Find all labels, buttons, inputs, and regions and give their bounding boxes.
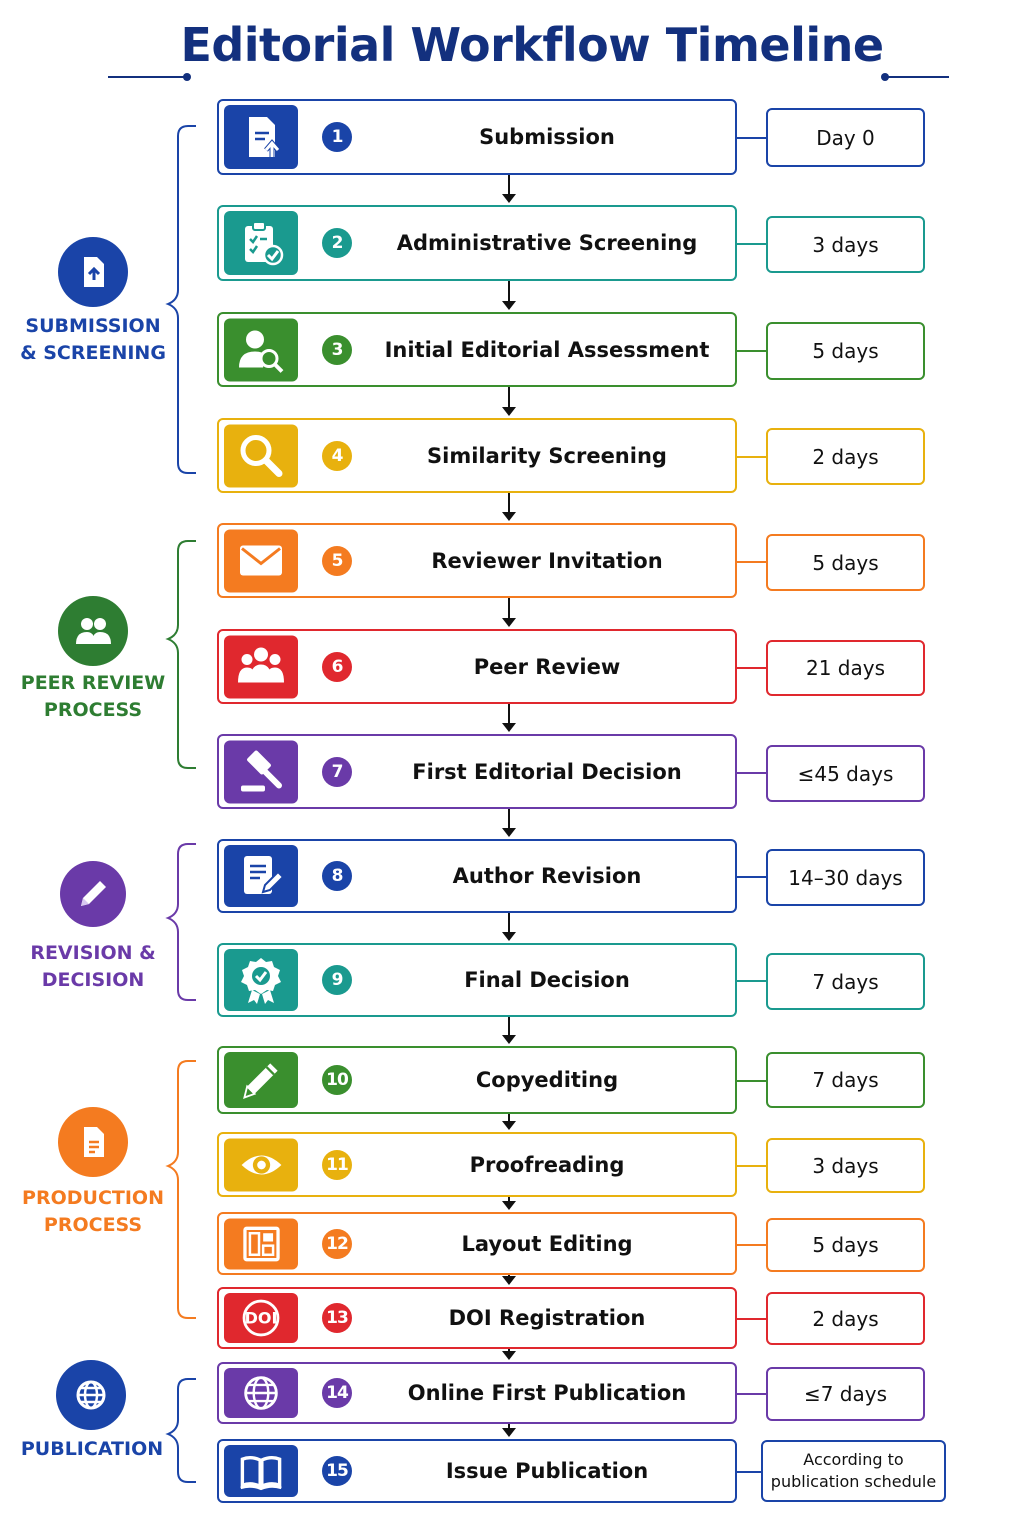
workflow-step[interactable] — [217, 1362, 737, 1424]
workflow-step[interactable] — [217, 734, 737, 809]
step-icon-tile — [224, 1218, 298, 1269]
arrow-head — [502, 1428, 516, 1437]
workflow-step[interactable] — [217, 629, 737, 704]
step-icon-tile — [224, 1052, 298, 1108]
phase-icon-revision — [60, 861, 126, 927]
arrow-shaft — [508, 704, 510, 725]
step-icon-tile — [224, 1138, 298, 1191]
arrow-head — [502, 194, 516, 203]
workflow-step[interactable] — [217, 205, 737, 281]
edit-document-icon — [235, 850, 287, 902]
duration-box: 3 days — [766, 1138, 925, 1193]
step-icon-tile — [224, 211, 298, 275]
document-upload-icon — [73, 252, 113, 292]
workflow-step[interactable] — [217, 1046, 737, 1114]
award-badge-icon — [235, 954, 287, 1006]
arrow-head — [502, 1035, 516, 1044]
step-label: First Editorial Decision — [412, 759, 682, 784]
workflow-step[interactable] — [217, 1212, 737, 1275]
workflow-step[interactable] — [217, 523, 737, 598]
arrow-head — [502, 618, 516, 627]
step-label: Submission — [479, 125, 615, 149]
duration-box: 7 days — [766, 953, 925, 1010]
duration-box: 5 days — [766, 1218, 925, 1272]
group-icon — [235, 641, 287, 693]
workflow-step[interactable] — [217, 1439, 737, 1503]
duration-box: 2 days — [766, 1292, 925, 1345]
arrow-head — [502, 407, 516, 416]
step-label: Online First Publication — [407, 1381, 687, 1405]
open-book-icon — [239, 1449, 283, 1493]
step-icon-tile — [224, 845, 298, 907]
step-number-badge: 15 — [322, 1456, 352, 1486]
step-icon-tile — [224, 529, 298, 592]
step-icon-tile — [224, 635, 298, 698]
eye-icon — [239, 1142, 284, 1187]
duration-box: 21 days — [766, 640, 925, 696]
step-number-badge: 8 — [322, 861, 352, 891]
phase-icon-peer-review — [58, 596, 128, 666]
arrow-head — [502, 1351, 516, 1360]
phase-label-peer-review: PEER REVIEW PROCESS — [20, 672, 166, 721]
step-number-badge: 14 — [322, 1378, 352, 1408]
step-number-badge: 13 — [322, 1303, 352, 1333]
phase-label-publication: PUBLICATION — [20, 1438, 164, 1460]
step-label: Copyediting — [475, 1068, 619, 1092]
arrow-head — [502, 1276, 516, 1285]
bracket-publication — [168, 1379, 196, 1482]
arrow-head — [502, 301, 516, 310]
arrow-shaft — [508, 809, 510, 830]
magnifier-icon — [235, 430, 287, 482]
step-label: Author Revision — [452, 864, 642, 888]
duration-connector — [737, 1080, 766, 1082]
step-label: Reviewer Invitation — [431, 548, 663, 573]
workflow-step[interactable] — [217, 943, 737, 1017]
arrow-head — [502, 1121, 516, 1130]
arrow-head — [502, 512, 516, 521]
arrow-head — [502, 1201, 516, 1210]
duration-box: 5 days — [766, 534, 925, 591]
phase-label-production: PRODUCTION PROCESS — [22, 1187, 164, 1236]
duration-connector — [737, 243, 766, 245]
step-label: Final Decision — [464, 968, 630, 992]
step-icon-tile — [224, 1293, 298, 1343]
step-number-badge: 12 — [322, 1229, 352, 1259]
arrow-shaft — [508, 175, 510, 196]
globe-icon — [71, 1375, 111, 1415]
step-number-badge: 10 — [322, 1065, 352, 1095]
duration-box: ≤45 days — [766, 745, 925, 802]
workflow-step[interactable] — [217, 418, 737, 493]
duration-connector — [737, 350, 766, 352]
workflow-step[interactable] — [217, 99, 737, 175]
step-label: DOI Registration — [448, 1306, 646, 1330]
pencil-icon — [237, 1056, 285, 1104]
step-label: Issue Publication — [445, 1459, 649, 1483]
duration-box: 7 days — [766, 1052, 925, 1108]
workflow-step[interactable] — [217, 312, 737, 387]
phase-label-revision: REVISION & DECISION — [30, 942, 156, 991]
step-label: Administrative Screening — [396, 231, 698, 255]
arrow-head — [502, 828, 516, 837]
bracket-peer-review — [168, 541, 196, 768]
doi-icon-text: DOI — [244, 1308, 278, 1328]
phase-label-submission: SUBMISSION & SCREENING — [20, 315, 166, 364]
duration-box: ≤7 days — [766, 1367, 925, 1421]
phase-icon-production — [58, 1107, 128, 1177]
pencil-icon — [73, 874, 113, 914]
step-number-badge: 1 — [322, 122, 352, 152]
duration-connector — [737, 1318, 766, 1320]
globe-icon — [240, 1372, 282, 1414]
duration-connector — [737, 1393, 766, 1395]
step-icon-tile — [224, 105, 298, 169]
step-icon-tile — [224, 740, 298, 803]
document-icon — [73, 1122, 113, 1162]
document-upload-icon — [235, 111, 287, 163]
people-icon — [73, 611, 113, 651]
duration-connector — [737, 456, 766, 458]
duration-box: According to publication schedule — [761, 1440, 946, 1502]
step-number-badge: 2 — [322, 228, 352, 258]
duration-connector — [737, 876, 766, 878]
step-icon-tile — [224, 424, 298, 487]
step-icon-tile — [224, 1368, 298, 1418]
arrow-shaft — [508, 913, 510, 934]
duration-box: 2 days — [766, 428, 925, 485]
phase-icon-publication — [56, 1360, 126, 1430]
duration-connector — [737, 137, 766, 139]
step-label: Initial Editorial Assessment — [384, 337, 710, 362]
duration-connector — [737, 980, 766, 982]
duration-connector — [737, 1165, 766, 1167]
step-number-badge: 4 — [322, 441, 352, 471]
duration-connector — [737, 667, 766, 669]
layout-icon — [240, 1222, 283, 1265]
duration-box: 3 days — [766, 216, 925, 273]
step-icon-tile — [224, 949, 298, 1011]
step-number-badge: 5 — [322, 546, 352, 576]
arrow-shaft — [508, 1017, 510, 1037]
duration-box: 14–30 days — [766, 849, 925, 906]
step-label: Peer Review — [473, 654, 621, 679]
step-number-badge: 6 — [322, 652, 352, 682]
workflow-step[interactable] — [217, 1132, 737, 1197]
user-search-icon — [235, 324, 287, 376]
envelope-icon — [235, 535, 287, 587]
workflow-step[interactable] — [217, 1287, 737, 1349]
arrow-shaft — [508, 281, 510, 303]
arrow-shaft — [508, 387, 510, 409]
step-number-badge: 9 — [322, 965, 352, 995]
step-label: Proofreading — [469, 1152, 625, 1177]
workflow-step[interactable] — [217, 839, 737, 913]
step-number-badge: 7 — [322, 757, 352, 787]
duration-connector — [737, 561, 766, 563]
arrow-shaft — [508, 493, 510, 514]
arrow-shaft — [508, 598, 510, 620]
gavel-icon — [235, 746, 287, 798]
page-title: Editorial Workflow Timeline — [180, 18, 884, 72]
step-number-badge: 11 — [322, 1150, 352, 1180]
clipboard-check-icon — [235, 217, 287, 269]
duration-connector — [737, 772, 766, 774]
arrow-head — [502, 723, 516, 732]
phase-icon-submission — [58, 237, 128, 307]
step-number-badge: 3 — [322, 335, 352, 365]
step-icon-tile — [224, 1445, 298, 1497]
duration-connector — [737, 1244, 766, 1246]
step-icon-tile — [224, 318, 298, 381]
duration-box: Day 0 — [766, 108, 925, 167]
arrow-head — [502, 932, 516, 941]
step-label: Layout Editing — [461, 1231, 633, 1256]
bracket-submission — [168, 126, 196, 473]
duration-box: 5 days — [766, 322, 925, 380]
step-label: Similarity Screening — [427, 443, 667, 468]
